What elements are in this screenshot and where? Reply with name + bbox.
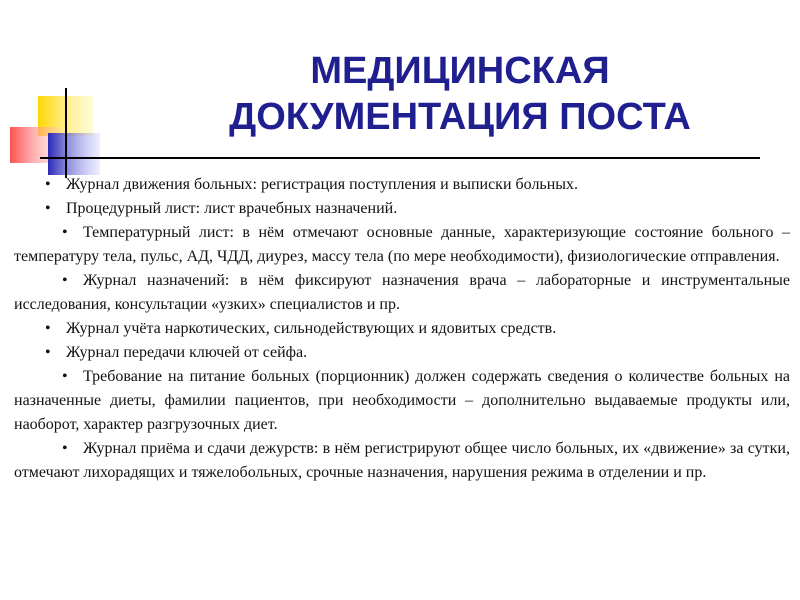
bullet: • — [45, 176, 51, 193]
bullet: • — [45, 344, 51, 361]
bullet: • — [62, 368, 68, 385]
list-item-text: Требование на питание больных (порционник) должен содержать сведения о количестве больных на назначенные диеты, фамилии пациентов, при необходимости – дополнительно выдаваемые продукты или, наоборот, характер разгрузочных диет. — [14, 368, 790, 433]
title-line-2: ДОКУМЕНТАЦИЯ ПОСТА — [229, 96, 691, 138]
page-title — [150, 48, 770, 140]
list-item-text: Журнал приёма и сдачи дежурств: в нём регистрируют общее число больных, их «движение» за сутки, отмечают лихорадящих и тяжелобольных, срочные назначения, нарушения режима в отделении и пр. — [14, 440, 790, 481]
list-item — [14, 221, 790, 269]
title-line-1: МЕДИЦИНСКАЯ — [310, 50, 610, 92]
list-item — [14, 197, 790, 221]
documentation-list — [14, 173, 790, 485]
list-item-text: Журнал передачи ключей от сейфа. — [66, 344, 308, 361]
bullet: • — [45, 320, 51, 337]
bullet: • — [62, 440, 68, 457]
blue-square — [48, 133, 100, 175]
decorative-squares — [0, 0, 120, 180]
title-divider — [40, 157, 760, 159]
list-item — [14, 341, 790, 365]
list-item — [14, 437, 790, 485]
list-item-text: Процедурный лист: лист врачебных назначений. — [66, 200, 398, 217]
bullet: • — [62, 224, 68, 241]
list-item — [14, 173, 790, 197]
list-item — [14, 317, 790, 341]
bullet: • — [45, 200, 51, 217]
list-item-text: Журнал учёта наркотических, сильнодействующих и ядовитых средств. — [66, 320, 557, 337]
list-item-text: Журнал движения больных: регистрация поступления и выписки больных. — [66, 176, 579, 193]
bullet: • — [62, 272, 68, 289]
list-item — [14, 269, 790, 317]
list-item — [14, 365, 790, 437]
list-item-text: Журнал назначений: в нём фиксируют назначения врача – лабораторные и инструментальные исследования, консультации «узких» специалистов и пр. — [14, 272, 790, 313]
list-item-text: Температурный лист: в нём отмечают основные данные, характеризующие состояние больного – температуру тела, пульс, АД, ЧДД, диурез, массу тела (по мере необходимости), физиологические отправления. — [14, 224, 790, 265]
